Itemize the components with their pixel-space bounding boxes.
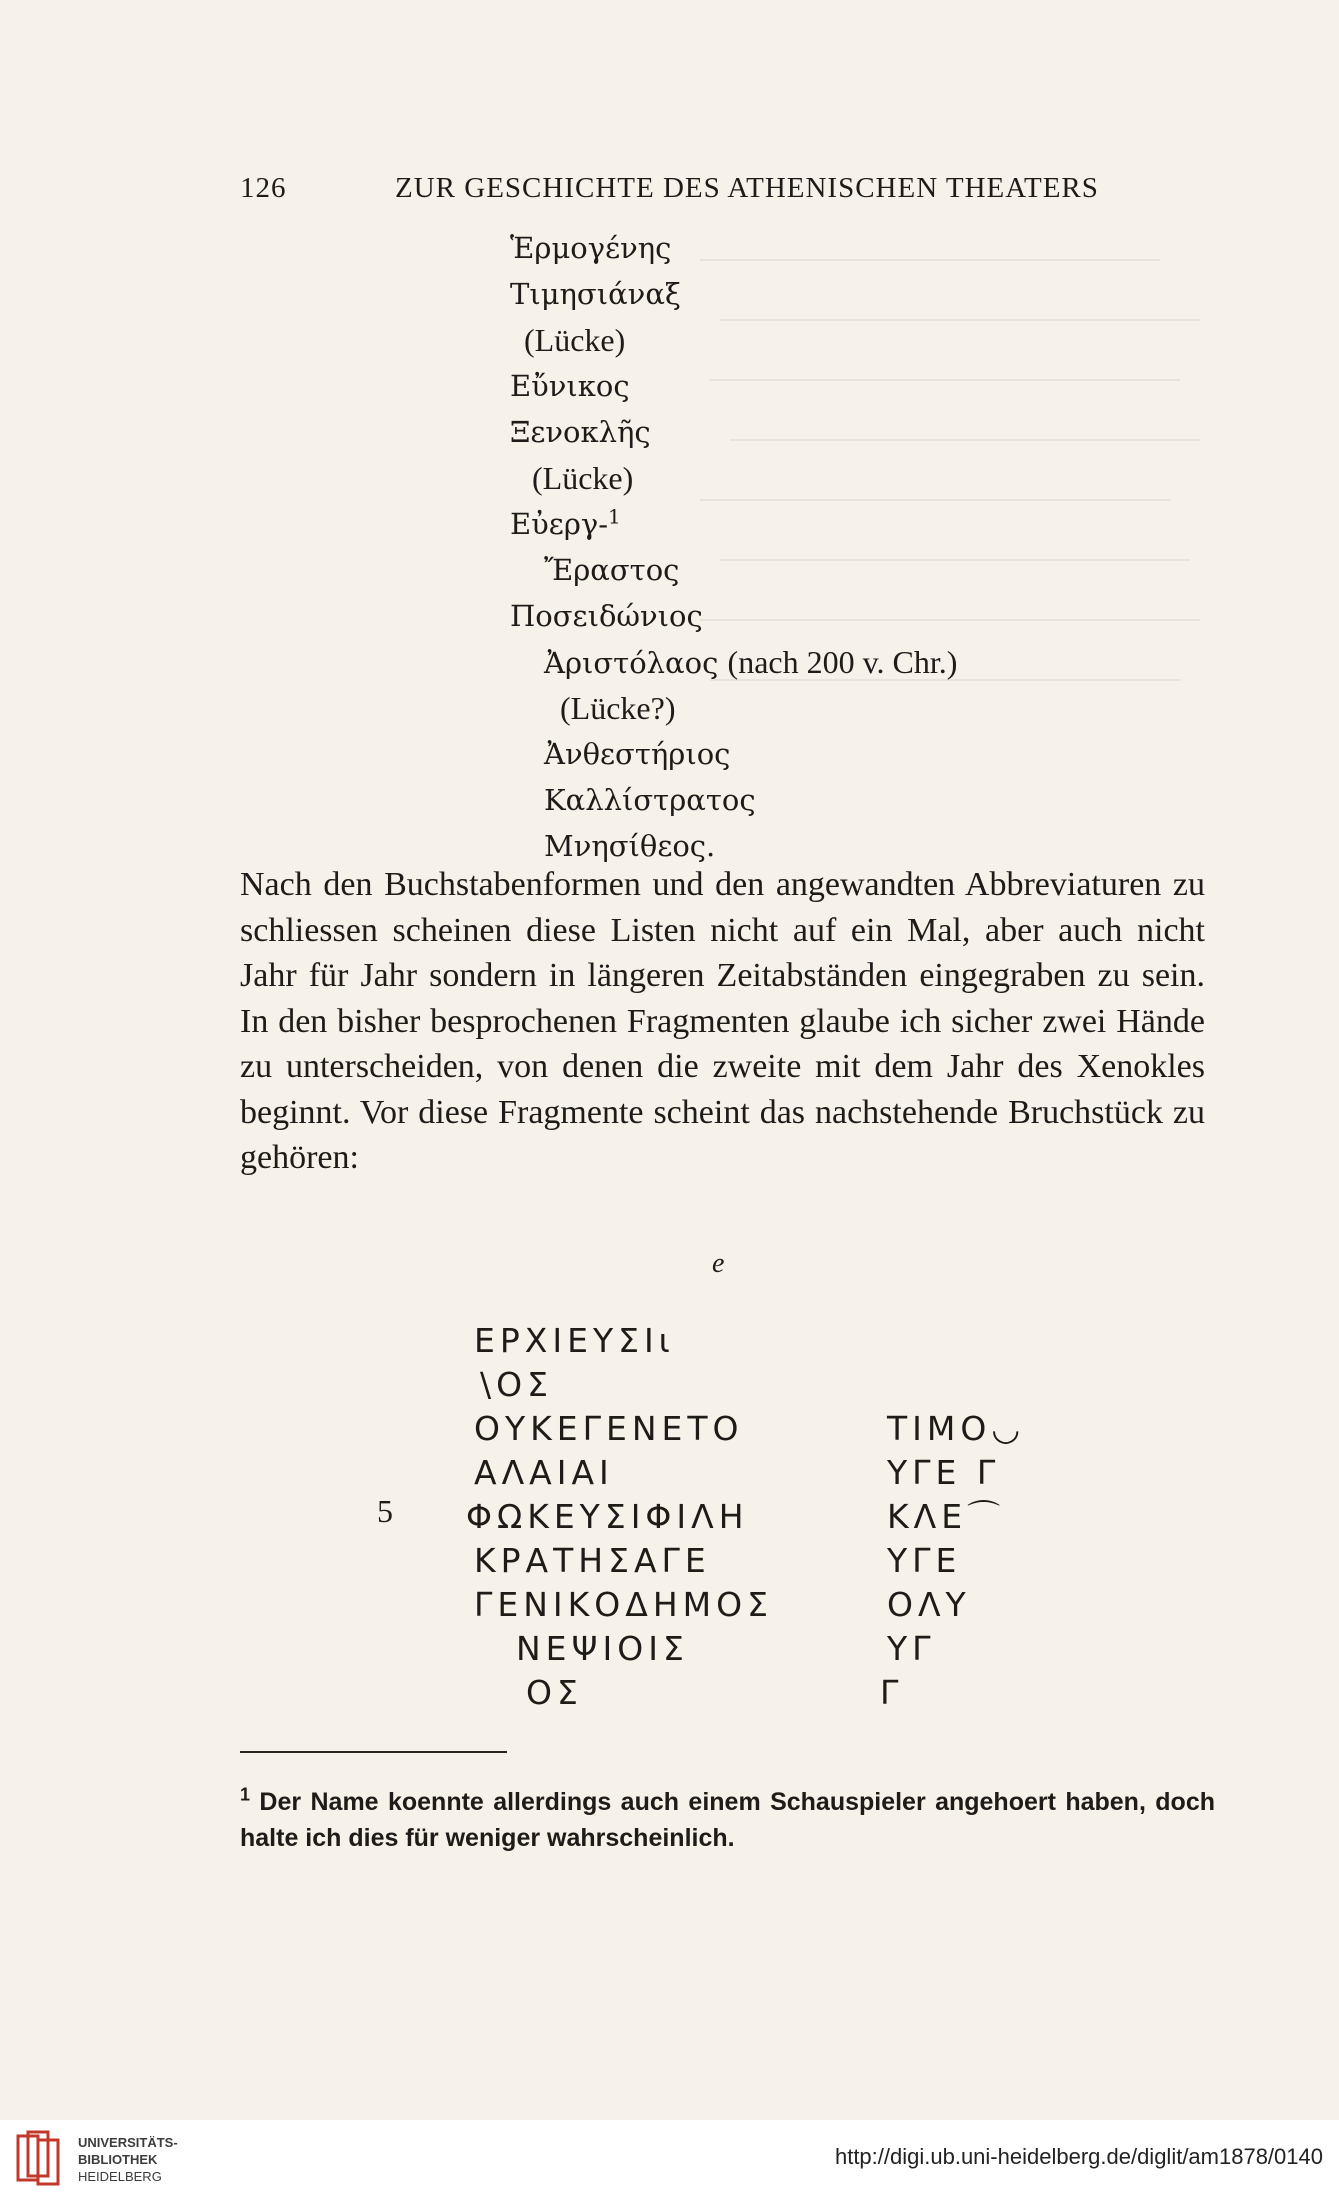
list-item: Ἀνθεστήριος [544,737,731,771]
inscription-line: \ΟΣ [480,1365,553,1404]
body-paragraph: Nach den Buchstabenformen und den angewandten Abbreviaturen zu schliessen scheinen diese Listen nicht auf ein Mal, aber auch nicht Jahr für Jahr sondern in längeren Zeitabständen eingegraben zu sein. In den bisher besprochenen Fragmenten glaube ich sicher zwei Hände zu unterscheiden, von denen die zweite mit dem Jahr des Xenokles beginnt. Vor diese Fragmente scheint das nachstehende Bruchstück zu gehören: [240,866,1205,1176]
inscription-line-right: ΟΛΥ [887,1585,971,1624]
inscription-line-right: ΚΛΕ⌒ [887,1497,1006,1536]
list-item: Ἀριστόλαος (nach 200 v. Chr.) [544,644,958,680]
list-item: Ἑρμογένης [510,231,672,265]
list-item: Ποσειδώνιος [510,599,703,633]
list-item: Τιμησιάναξ [510,277,681,311]
footnote-marker: 1 [240,1784,251,1805]
inscription-line-right: ΥΓ [887,1629,936,1668]
institution-name: UNIVERSITÄTS- BIBLIOTHEK HEIDELBERG [78,2135,178,2184]
inscription-line-right: ΤΙΜΟ◡ [887,1409,1026,1448]
list-item: Καλλίστρατος [544,783,756,817]
inscription-line: ΚΡΑΤΗΣΑΓΕ [474,1541,711,1580]
footnote-ref: 1 [608,504,621,529]
footnote-text: Der Name koennte allerdings auch einem Schauspieler angehoert haben, doch halte ich dies für weniger wahrscheinlich. [240,1788,1215,1852]
inscription-line: ΑΛΑΙΑΙ [474,1453,614,1492]
list-item: Εὔνικος [510,369,630,403]
inscription-line: ΕΡΧΙΕΥΣΙι [474,1321,675,1360]
list-item: Ἔραστος [544,553,680,587]
page-number: 126 [240,172,287,204]
list-item: (Lücke) [532,460,634,496]
list-item: Εὐεργ-$^1$ [510,504,621,541]
inscription-line: ΝΕΨΙΟΙΣ [516,1629,689,1668]
inscription-line: ΓΕΝΙΚΟΔΗΜΟΣ [474,1585,773,1624]
source-link[interactable]: http://digi.ub.uni-heidelberg.de/diglit/am1878/0140 [834,2144,1323,2169]
running-title: ZUR GESCHICHTE DES ATHENISCHEN THEATERS [395,172,1099,204]
list-item: (Lücke) [524,322,626,358]
inscription-line: ΟΥΚΕΓΕΝΕΤΟ [474,1409,744,1448]
footnote [240,1784,1215,1856]
inscription-line-right: Γ [880,1673,904,1712]
line-number: 5 [377,1493,393,1529]
list-item: Μνησίθεος. [544,829,716,863]
footnote-divider [240,1751,507,1753]
inscription-line-right: ΥΓΕ Γ [887,1453,1001,1492]
list-item: Ξενοκλῆς [510,415,651,449]
inscription-line: ΦΩΚΕΥΣΙΦΙΛΗ [466,1497,749,1536]
inscription-line: ΟΣ [526,1673,583,1712]
list-item: (Lücke?) [560,690,676,726]
figure-label: e [712,1248,725,1279]
inscription-line-right: ΥΓΕ [887,1541,962,1580]
library-logo-icon [14,2128,66,2188]
